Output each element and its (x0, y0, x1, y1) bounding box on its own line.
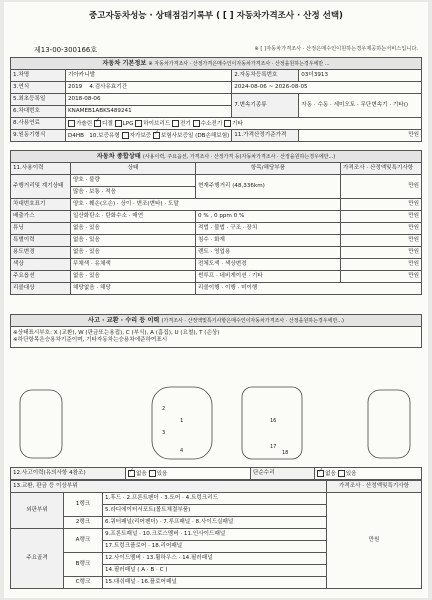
table-row: 외판부위 1랭크 1.후드 · 2.프론트펜더 · 3.도어 · 4.트렁크리드 만원 (11, 493, 422, 505)
table-row: 5.최초등록일 2018-08-06 7.변속기종류 자동 · 수동 · 세미오토 · 무단변속기 · 기타() (11, 94, 422, 106)
overall-condition-table: 자동차 종합상태 (사용이력, 주요옵션, 가격조사 · 산정가격 등(자동차가격조사 · 산정을원하는경우에만...) 11.사용이력 상태 항목/해당부품 가격조사 · 산정액및특기사항 주행거리및 계기상태 양호 · 불량 현재주행거리 (48,336km) 만원 많음 · 보통 · 적음 차대번호표기 양호 · 훼손(오손) · 상이 · 변조(변타) · 도말 만원 배출가스 일산화탄소 · 탄화수소 · 매연 0 % , 0 ppm 0 % 만원 튜닝 없음 · 있음 적법 · 불법 · 구조 · 장치 만원 특별이력 없음 · 있음 침수 · 화재 만원 용도변경 없음 · 있음 렌트 · 영업용 만원 색상 무채색 · 유채색 전체도색 · 색상변경 만원 주요옵션 없음 · 있음 썬루프 · 네비게이션 · 기타 만원 리콜대상 해당없음 · 해당 리콜이행 · 이행 · 미이행 (10, 150, 422, 295)
diagram-number: 3 (162, 430, 166, 436)
fuel-options: 가솔린 ✓ 디젤 LPG 하이브리드 전기 수소전기 기타 (66, 118, 422, 130)
table-row: 용도변경 없음 · 있음 렌트 · 영업용 만원 (11, 247, 422, 259)
accident-history-table (10, 467, 422, 480)
car-side-right-outline (368, 390, 410, 458)
table-row: 14.필러패널 ( A · B · C ) (11, 565, 422, 577)
table-row: 5.라디에이터서포트(볼트체결부품) (11, 505, 422, 517)
table-row: 2랭크 6.쿼터패널(리어펜더) · 7.루프패널 · 8.사이드실패널 (11, 517, 422, 529)
table-row: 17.트렁크플로어 · 18.리어패널 (11, 541, 422, 553)
table-row: B랭크 12.사이드멤버 · 13.휠하우스 · 14.필러패널 (11, 553, 422, 565)
table-row: 리콜대상 해당없음 · 해당 리콜이행 · 이행 · 미이행 (11, 283, 422, 295)
table-row: 12.사고이력(유의사항 4참조) ✓ 없음 있음 단순수리 ✓ 없음 있음 (11, 468, 422, 480)
document-note: ※ [ ]자동차가격조사 · 산정은매수인이원하는경우제공하는서비스입니다. (254, 46, 418, 52)
table-row: 색상 무채색 · 유채색 전체도색 · 색상변경 만원 (11, 259, 422, 271)
checkbox-icon[interactable] (149, 470, 156, 477)
checkbox-icon[interactable] (338, 470, 345, 477)
car-side-left-outline (20, 390, 62, 458)
checkbox-checked-icon[interactable] (94, 120, 101, 127)
table-row: 주요골격 A랭크 9.프론트패널 · 10.크로스멤버 · 11.인사이드패널 (11, 529, 422, 541)
document-title: 중고자동차성능 · 상태점검기록부 ( [ ] 자동차가격조사 · 산정 선택) (89, 11, 343, 21)
checkbox-icon[interactable] (115, 120, 122, 127)
diagram-number: 4 (180, 448, 184, 454)
inspection-document (4, 2, 428, 598)
table-header-row: 11.사용이력 상태 항목/해당부품 가격조사 · 산정액및특기사항 (11, 163, 422, 175)
checkbox-checked-icon[interactable] (153, 132, 160, 139)
parts-table (10, 480, 422, 589)
checkbox-icon[interactable] (172, 120, 179, 127)
diagram-number: 17 (270, 444, 277, 450)
car-diagram (12, 382, 422, 462)
table-row: 특별이력 없음 · 있음 침수 · 화재 만원 (11, 235, 422, 247)
checkbox-icon[interactable] (68, 120, 75, 127)
checkbox-icon[interactable] (193, 120, 200, 127)
table-row: 많음 · 보통 · 적음 (11, 187, 422, 199)
table-header-row: 13.교환, 판금 등 이상부위 가격조사 · 산정액및특기사항 (11, 481, 422, 493)
table-row: 9.원동기형식 D4HB 10.보증유형 자가보증 ✓ 보험사보증일 (DB손해보험) 11.가격산정기준가격 만원 (11, 130, 422, 142)
diagram-number: 2 (162, 406, 166, 412)
diagram-number: 1 (180, 418, 184, 424)
table-row: 튜닝 없음 · 있음 적법 · 불법 · 구조 · 장치 만원 (11, 223, 422, 235)
status-legend-note: ※하단항목은승용차기준이며, 기타자동차는승용차에준하여표시 (13, 337, 168, 343)
basic-info-table (10, 57, 422, 142)
diagram-number: 18 (282, 450, 289, 456)
table-row: 주요옵션 없음 · 있음 썬루프 · 네비게이션 · 기타 만원 (11, 271, 422, 283)
table-row: 주행거리및 계기상태 양호 · 불량 현재주행거리 (48,336km) 만원 (11, 175, 422, 187)
diagram-number: 16 (270, 418, 277, 424)
status-legend: ※상태표시부호: X (교환), W (판금또는용접), C (부식), A (흠집), U (요철), T (손상) (13, 330, 220, 336)
table-row: 배출가스 일산화탄소 · 탄화수소 · 매연 0 % , 0 ppm 0 % 만원 (11, 211, 422, 223)
table-row: 6.차대번호 KNAMEB1ABKS489241 (11, 106, 422, 118)
table-row: 차대번호표기 양호 · 훼손(오손) · 상이 · 변조(변타) · 도말 만원 (11, 199, 422, 211)
table-row: C랭크 15.대쉬패널 · 16.플로어패널 (11, 577, 422, 589)
basic-section-title: 자동차 기본정보 ※ 자동차가격조사 · 산정가격은매수인이자동차가격조사 · 산정을원하는경우에만 ... (11, 58, 422, 70)
checkbox-icon[interactable] (135, 120, 142, 127)
table-row: 8.사용연료 가솔린 ✓ 디젤 LPG 하이브리드 전기 수소전기 기타 (11, 118, 422, 130)
checkbox-icon[interactable] (122, 132, 129, 139)
accident-section-table: 사고 · 교환 · 수리 등 이력 (가격조사 · 산정액및특기사항은매수인이자동차가격조사 · 산정을원하는경우에만...) ※상태표시부호: X (교환), W (판금또는용접), C (부식), A (흠집), U (요철), T (손상) ※하단항목은승용차기준이며, 기타자동차는승용차에준하여표시 (10, 314, 422, 348)
checkbox-checked-icon[interactable] (128, 470, 135, 477)
checkbox-icon[interactable] (224, 120, 231, 127)
checkbox-checked-icon[interactable] (317, 470, 324, 477)
table-row: 3.연식 2019 4.검사유효기간 2024-08-06 ~ 2026-08-05 (11, 82, 422, 94)
document-number: 제13-00-300166호 (34, 46, 98, 54)
table-row: 1.차명 기아카니발 2.자동차등록번호 03더3913 (11, 70, 422, 82)
